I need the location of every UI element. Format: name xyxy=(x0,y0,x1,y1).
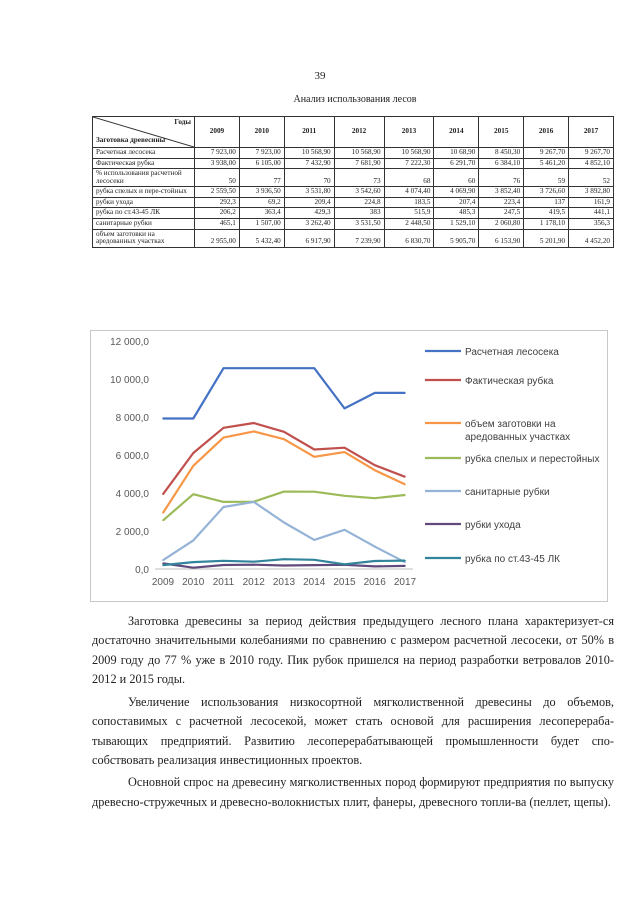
table-cell: 356,3 xyxy=(569,218,614,229)
data-point xyxy=(253,561,255,563)
year-header: 2009 xyxy=(195,117,240,148)
table-row xyxy=(93,169,614,187)
year-header: 2017 xyxy=(569,117,614,148)
table-cell: 292,3 xyxy=(195,197,240,208)
data-point xyxy=(223,437,225,439)
data-point xyxy=(192,493,194,495)
data-point xyxy=(192,561,194,563)
data-point xyxy=(344,563,346,565)
table-row xyxy=(93,208,614,219)
series-line xyxy=(163,431,405,513)
data-point xyxy=(253,422,255,424)
y-tick-label: 2 000,0 xyxy=(115,527,149,538)
data-point xyxy=(404,476,406,478)
data-point xyxy=(344,529,346,531)
year-header: 2011 xyxy=(284,117,334,148)
table-cell: 4 452,20 xyxy=(569,229,614,247)
data-point xyxy=(344,447,346,449)
table-cell: 7 923,00 xyxy=(195,148,240,159)
data-point xyxy=(283,491,285,493)
table-cell: 3 936,50 xyxy=(239,187,284,198)
table-cell: 69,2 xyxy=(239,197,284,208)
data-point xyxy=(344,495,346,497)
table-cell: 77 xyxy=(239,169,284,187)
table-cell: 3 542,60 xyxy=(334,187,384,198)
table-cell: 1 178,10 xyxy=(524,218,569,229)
data-point xyxy=(283,558,285,560)
corner-label-harvest: Заготовка древесины xyxy=(96,136,166,145)
table-cell: 6 291,70 xyxy=(434,158,479,169)
series-line xyxy=(163,502,405,562)
table-cell: 223,4 xyxy=(479,197,524,208)
data-point xyxy=(313,491,315,493)
chart-container xyxy=(90,330,608,602)
table-cell: 515,9 xyxy=(384,208,434,219)
legend-label: санитарные рубки xyxy=(465,487,550,498)
data-point xyxy=(253,564,255,566)
data-table xyxy=(92,116,614,248)
table-cell: 2 060,80 xyxy=(479,218,524,229)
table-cell: 4 852,10 xyxy=(569,158,614,169)
table-cell: 7 923,00 xyxy=(239,148,284,159)
row-label: Расчетная лесосека xyxy=(93,148,195,159)
data-point xyxy=(374,560,376,562)
table-cell: 3 262,40 xyxy=(284,218,334,229)
data-point xyxy=(162,512,164,514)
table-cell: 9 267,70 xyxy=(569,148,614,159)
table-cell: 3 726,60 xyxy=(524,187,569,198)
data-point xyxy=(253,431,255,433)
paragraph: Заготовка древесины за период действия предыдущего лесного плана характеризует-ся достаточно значительными колебаниями по сравнению с размером расчетной лесосеки, от 50% в 2009 году до 77 % уже в 2010 году. Пик рубок пришелся на период разработки ветровалов 2010-2012 и 2015 годы. xyxy=(92,614,614,687)
row-label: рубка по ст.43-45 ЛК xyxy=(93,208,195,219)
data-point xyxy=(404,565,406,567)
data-point xyxy=(344,408,346,410)
x-tick-label: 2011 xyxy=(212,577,235,588)
row-label: Фактическая рубка xyxy=(93,158,195,169)
data-point xyxy=(192,540,194,542)
series-line xyxy=(163,368,405,418)
data-point xyxy=(283,565,285,567)
table-row xyxy=(93,148,614,159)
y-tick-label: 0,0 xyxy=(135,565,149,576)
table-header-row xyxy=(93,117,614,148)
data-point xyxy=(313,456,315,458)
data-point xyxy=(223,506,225,508)
table-cell: 76 xyxy=(479,169,524,187)
data-point xyxy=(313,564,315,566)
page-number: 39 xyxy=(314,70,326,82)
data-point xyxy=(223,501,225,503)
corner-label-years: Годы xyxy=(174,118,191,126)
table-row xyxy=(93,197,614,208)
table-cell: 183,5 xyxy=(384,197,434,208)
row-label: санитарные рубки xyxy=(93,218,195,229)
table-cell: 2 559,50 xyxy=(195,187,240,198)
table-body xyxy=(93,148,614,248)
x-tick-label: 2016 xyxy=(363,577,386,588)
data-point xyxy=(283,438,285,440)
x-tick-label: 2014 xyxy=(303,577,326,588)
table-cell: 59 xyxy=(524,169,569,187)
table-cell: 363,4 xyxy=(239,208,284,219)
table-cell: 68 xyxy=(384,169,434,187)
table-cell: 419,5 xyxy=(524,208,569,219)
year-header: 2016 xyxy=(524,117,569,148)
legend-label: рубка спелых и перестойных xyxy=(465,454,600,465)
table-cell: 247,5 xyxy=(479,208,524,219)
y-tick-label: 6 000,0 xyxy=(115,451,149,462)
table-cell: 6 830,70 xyxy=(384,229,434,247)
year-header: 2010 xyxy=(239,117,284,148)
series-line xyxy=(163,559,405,565)
legend-label: рубка по ст.43-45 ЛК xyxy=(465,554,560,565)
data-point xyxy=(223,427,225,429)
data-point xyxy=(344,451,346,453)
paragraph: Увеличение использования низкосортной мягколиственной древесины до объемов, сопоставимых с расчетной лесосекой, может стать основой для расширения лесоперераба-тывающих предприятий. Развитию лесоперерабатывающей промышленности будет спо-собствовать реализация инвестиционных проектов. xyxy=(92,694,614,767)
year-header: 2012 xyxy=(334,117,384,148)
table-cell: 7 681,90 xyxy=(334,158,384,169)
x-tick-label: 2012 xyxy=(242,577,265,588)
table-cell: 3 531,50 xyxy=(334,218,384,229)
table-cell: 60 xyxy=(434,169,479,187)
data-point xyxy=(192,418,194,420)
table-cell: 7 222,30 xyxy=(384,158,434,169)
table-cell: 2 955,00 xyxy=(195,229,240,247)
data-point xyxy=(192,452,194,454)
data-point xyxy=(374,392,376,394)
table-cell: 6 917,90 xyxy=(284,229,334,247)
table-row xyxy=(93,218,614,229)
table-cell: 5 905,70 xyxy=(434,229,479,247)
table-cell: 224,8 xyxy=(334,197,384,208)
table-row xyxy=(93,229,614,247)
data-point xyxy=(404,494,406,496)
y-tick-label: 8 000,0 xyxy=(115,413,149,424)
table-cell: 70 xyxy=(284,169,334,187)
table-corner-cell xyxy=(93,117,195,148)
table-cell: 10 568,90 xyxy=(284,148,334,159)
x-tick-label: 2015 xyxy=(333,577,356,588)
data-point xyxy=(374,566,376,568)
y-tick-label: 10 000,0 xyxy=(110,375,149,386)
table-cell: 50 xyxy=(195,169,240,187)
data-point xyxy=(253,367,255,369)
table-cell: 10 68,90 xyxy=(434,148,479,159)
data-point xyxy=(283,522,285,524)
data-point xyxy=(374,464,376,466)
table-cell: 10 568,90 xyxy=(384,148,434,159)
y-tick-label: 12 000,0 xyxy=(110,337,149,348)
table-cell: 207,4 xyxy=(434,197,479,208)
body-text xyxy=(92,612,614,815)
legend-label-line: аредованных участках xyxy=(465,432,571,443)
table-cell: 5 461,20 xyxy=(524,158,569,169)
series-line xyxy=(163,423,405,494)
legend-label xyxy=(465,418,570,443)
table-cell: 2 448,50 xyxy=(384,218,434,229)
table-cell: 209,4 xyxy=(284,197,334,208)
table-cell: 6 384,10 xyxy=(479,158,524,169)
data-point xyxy=(223,564,225,566)
x-tick-label: 2009 xyxy=(151,577,175,588)
data-point xyxy=(162,493,164,495)
table-cell: 3 531,80 xyxy=(284,187,334,198)
table-cell: 4 074,40 xyxy=(384,187,434,198)
x-tick-label: 2013 xyxy=(272,577,296,588)
table-cell: 383 xyxy=(334,208,384,219)
table-cell: 441,1 xyxy=(569,208,614,219)
data-point xyxy=(162,559,164,561)
paragraph: Основной спрос на древесину мягколиственных пород формируют предприятия по выпуску древесно-стружечных и древесно-волокнистых плит, фанеры, древесного топли-ва (пеллет, щепы). xyxy=(92,775,614,809)
x-tick-label: 2010 xyxy=(182,577,205,588)
legend-label: Расчетная лесосека xyxy=(465,347,559,358)
data-point xyxy=(374,546,376,548)
data-point xyxy=(313,449,315,451)
year-header: 2013 xyxy=(384,117,434,148)
table-cell: 52 xyxy=(569,169,614,187)
table-cell: 206,2 xyxy=(195,208,240,219)
line-chart xyxy=(91,331,607,601)
table-cell: 3 938,00 xyxy=(195,158,240,169)
table-cell: 7 239,90 xyxy=(334,229,384,247)
data-point xyxy=(313,539,315,541)
table-cell: 10 568,90 xyxy=(334,148,384,159)
data-point xyxy=(374,497,376,499)
row-label: рубки ухода xyxy=(93,197,195,208)
data-point xyxy=(313,559,315,561)
legend-label: рубки ухода xyxy=(465,520,521,531)
data-point xyxy=(162,418,164,420)
table-cell: 73 xyxy=(334,169,384,187)
table-cell: 1 507,00 xyxy=(239,218,284,229)
table-cell: 9 267,70 xyxy=(524,148,569,159)
data-point xyxy=(223,560,225,562)
x-tick-label: 2017 xyxy=(393,577,417,588)
data-point xyxy=(253,501,255,503)
legend-label-line: объем заготовки на xyxy=(465,419,556,430)
table-row xyxy=(93,187,614,198)
series-line xyxy=(163,492,405,521)
table-cell: 4 069,90 xyxy=(434,187,479,198)
data-point xyxy=(404,560,406,562)
table-cell: 5 432,40 xyxy=(239,229,284,247)
data-point xyxy=(223,367,225,369)
data-point xyxy=(192,567,194,569)
row-label: рубка спелых и пере-стойных xyxy=(93,187,195,198)
year-header: 2014 xyxy=(434,117,479,148)
row-label: % использования расчетной лесосеки xyxy=(93,169,195,187)
table-cell: 429,3 xyxy=(284,208,334,219)
table-row xyxy=(93,158,614,169)
data-point xyxy=(404,484,406,486)
data-point xyxy=(283,367,285,369)
table-cell: 485,3 xyxy=(434,208,479,219)
data-point xyxy=(374,469,376,471)
data-point xyxy=(192,465,194,467)
table-cell: 161,9 xyxy=(569,197,614,208)
data-point xyxy=(313,367,315,369)
legend-label: Фактическая рубка xyxy=(465,376,554,387)
table-cell: 137 xyxy=(524,197,569,208)
table-cell: 7 432,90 xyxy=(284,158,334,169)
table-cell: 5 201,90 xyxy=(524,229,569,247)
data-point xyxy=(283,431,285,433)
data-point xyxy=(162,564,164,566)
table-caption: Анализ использования лесов xyxy=(293,94,417,105)
data-point xyxy=(404,392,406,394)
table-cell: 1 529,10 xyxy=(434,218,479,229)
table-cell: 3 852,40 xyxy=(479,187,524,198)
table-cell: 8 450,30 xyxy=(479,148,524,159)
year-header: 2015 xyxy=(479,117,524,148)
table-cell: 6 105,00 xyxy=(239,158,284,169)
table-cell: 465,1 xyxy=(195,218,240,229)
data-point xyxy=(162,520,164,522)
table-cell: 3 892,80 xyxy=(569,187,614,198)
y-tick-label: 4 000,0 xyxy=(115,489,149,500)
table-cell: 6 153,90 xyxy=(479,229,524,247)
row-label: объем заготовки на аредованных участках xyxy=(93,229,195,247)
